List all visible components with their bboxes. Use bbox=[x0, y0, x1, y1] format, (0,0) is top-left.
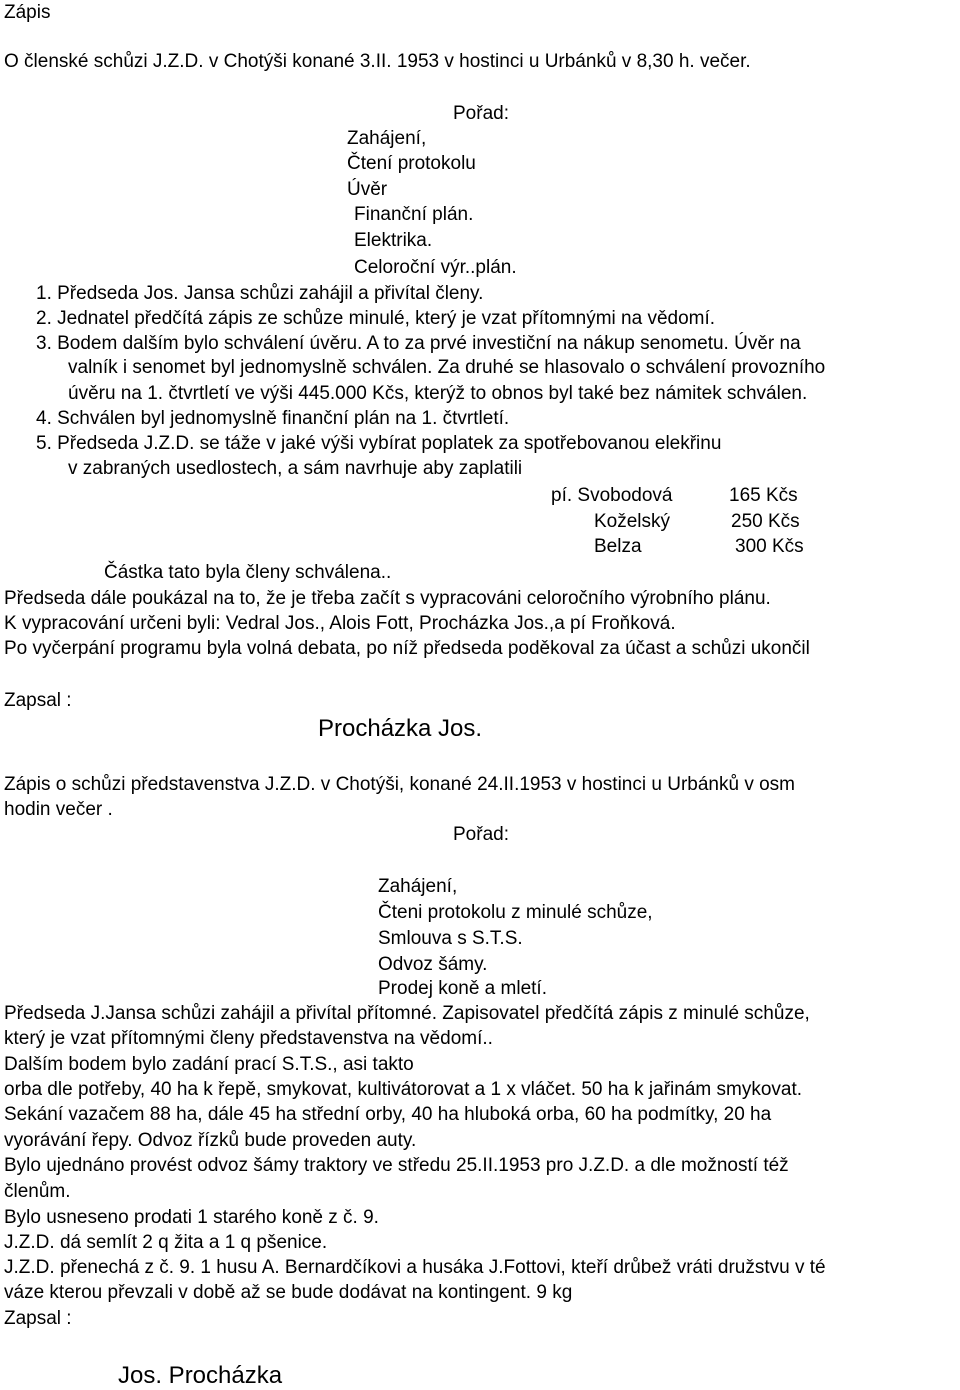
meeting2-agenda-item: Prodej koně a mletí. bbox=[378, 978, 547, 999]
meeting1-heading: O členské schůzi J.Z.D. v Chotýši konané 3.II. 1953 v hostinci u Urbánků v 8,30 h. večer. bbox=[4, 51, 751, 72]
meeting1-agenda-item: Čtení protokolu bbox=[347, 153, 476, 174]
document-title: Zápis bbox=[4, 2, 51, 23]
meeting1-recorded-label: Zapsal : bbox=[4, 690, 72, 711]
meeting1-item: valník i senomet byl jednomyslně schválen. Za druhé se hlasovalo o schválení provozního bbox=[68, 357, 826, 378]
meeting1-item: 5. Předseda J.Z.D. se táže v jaké výši vybírat poplatek za spotřebovanou elekřinu bbox=[36, 433, 722, 454]
meeting1-approval: Částka tato byla členy schválena.. bbox=[104, 562, 392, 583]
payment-name: pí. Svobodová bbox=[551, 485, 673, 506]
meeting2-body: členům. bbox=[4, 1181, 71, 1202]
meeting1-signature: Procházka Jos. bbox=[318, 715, 483, 742]
meeting1-agenda-item: Elektrika. bbox=[354, 230, 433, 251]
meeting1-item: 2. Jednatel předčítá zápis ze schůze minulé, který je vzat přítomnými na vědomí. bbox=[36, 308, 716, 329]
meeting2-body: orba dle potřeby, 40 ha k řepě, smykovat, kultivátorovat a 1 x vláčet. 50 ha k jařinám smykovat. bbox=[4, 1079, 803, 1100]
meeting2-body: Předseda J.Jansa schůzi zahájil a přivítal přítomné. Zapisovatel předčítá zápis z minulé schůze, bbox=[4, 1003, 810, 1024]
meeting2-agenda-item: Čteni protokolu z minulé schůze, bbox=[378, 902, 653, 923]
meeting2-body: Dalším bodem bylo zadání prací S.T.S., asi takto bbox=[4, 1054, 414, 1075]
meeting2-body: Bylo usneseno prodati 1 starého koně z č. 9. bbox=[4, 1207, 379, 1228]
meeting1-item: úvěru na 1. čtvrtletí ve výši 445.000 Kčs, kterýž to obnos byl také bez námitek schválen. bbox=[68, 383, 808, 404]
meeting2-body: Sekání vazačem 88 ha, dále 45 ha střední orby, 40 ha hluboká orba, 60 ha podmítky, 20 ha bbox=[4, 1104, 772, 1125]
meeting2-body: J.Z.D. dá semlít 2 q žita a 1 q pšenice. bbox=[4, 1232, 328, 1253]
meeting2-signature: Jos. Procházka bbox=[118, 1362, 283, 1389]
payment-amount: 165 Kčs bbox=[729, 485, 798, 506]
payment-amount: 250 Kčs bbox=[731, 511, 800, 532]
meeting2-body: Bylo ujednáno provést odvoz šámy traktory ve středu 25.II.1953 pro J.Z.D. a dle možností též bbox=[4, 1155, 789, 1176]
meeting1-item: 4. Schválen byl jednomyslně finanční plán na 1. čtvrtletí. bbox=[36, 408, 510, 429]
meeting2-heading: hodin večer . bbox=[4, 799, 113, 820]
meeting2-agenda-label: Pořad: bbox=[453, 824, 509, 845]
meeting2-body: vyorávání řepy. Odvoz řízků bude proveden auty. bbox=[4, 1130, 417, 1151]
payment-amount: 300 Kčs bbox=[735, 536, 804, 557]
meeting2-body: J.Z.D. přenechá z č. 9. 1 husu A. Bernardčíkovi a husáka J.Fottovi, kteří drůbež vráti družstvu v té bbox=[4, 1257, 826, 1278]
meeting1-closing: Po vyčerpání programu byla volná debata, po níž předseda poděkoval za účast a schůzi ukončil bbox=[4, 638, 810, 659]
payment-name: Koželský bbox=[594, 511, 671, 532]
meeting1-item: v zabraných usedlostech, a sám navrhuje aby zaplatili bbox=[68, 458, 523, 479]
meeting1-agenda-item: Finanční plán. bbox=[354, 204, 474, 225]
meeting1-agenda-label: Pořad: bbox=[453, 103, 509, 124]
meeting1-item: 3. Bodem dalším bylo schválení úvěru. A to za prvé investiční na nákup senometu. Úvěr na bbox=[36, 333, 801, 354]
meeting2-body: váze kterou převzali v době až se bude dodávat na kontingent. 9 kg bbox=[4, 1282, 573, 1303]
meeting1-agenda-item: Celoroční výr..plán. bbox=[354, 257, 517, 278]
meeting1-closing: K vypracování určeni byli: Vedral Jos., Alois Fott, Procházka Jos.,a pí Froňková. bbox=[4, 613, 676, 634]
meeting2-heading: Zápis o schůzi představenstva J.Z.D. v Chotýši, konané 24.II.1953 v hostinci u Urbánků v osm bbox=[4, 774, 795, 795]
meeting1-closing: Předseda dále poukázal na to, že je třeba začít s vypracováni celoročního výrobního plánu. bbox=[4, 588, 771, 609]
meeting2-recorded-label: Zapsal : bbox=[4, 1308, 72, 1329]
meeting2-agenda-item: Smlouva s S.T.S. bbox=[378, 928, 523, 949]
payment-name: Belza bbox=[594, 536, 642, 557]
meeting1-agenda-item: Úvěr bbox=[347, 179, 388, 200]
meeting2-body: který je vzat přítomnými členy představenstva na vědomí.. bbox=[4, 1028, 493, 1049]
meeting2-agenda-item: Zahájení, bbox=[378, 876, 458, 897]
meeting1-agenda-item: Zahájení, bbox=[347, 128, 427, 149]
meeting2-agenda-item: Odvoz šámy. bbox=[378, 954, 488, 975]
meeting1-item: 1. Předseda Jos. Jansa schůzi zahájil a přivítal členy. bbox=[36, 283, 484, 304]
